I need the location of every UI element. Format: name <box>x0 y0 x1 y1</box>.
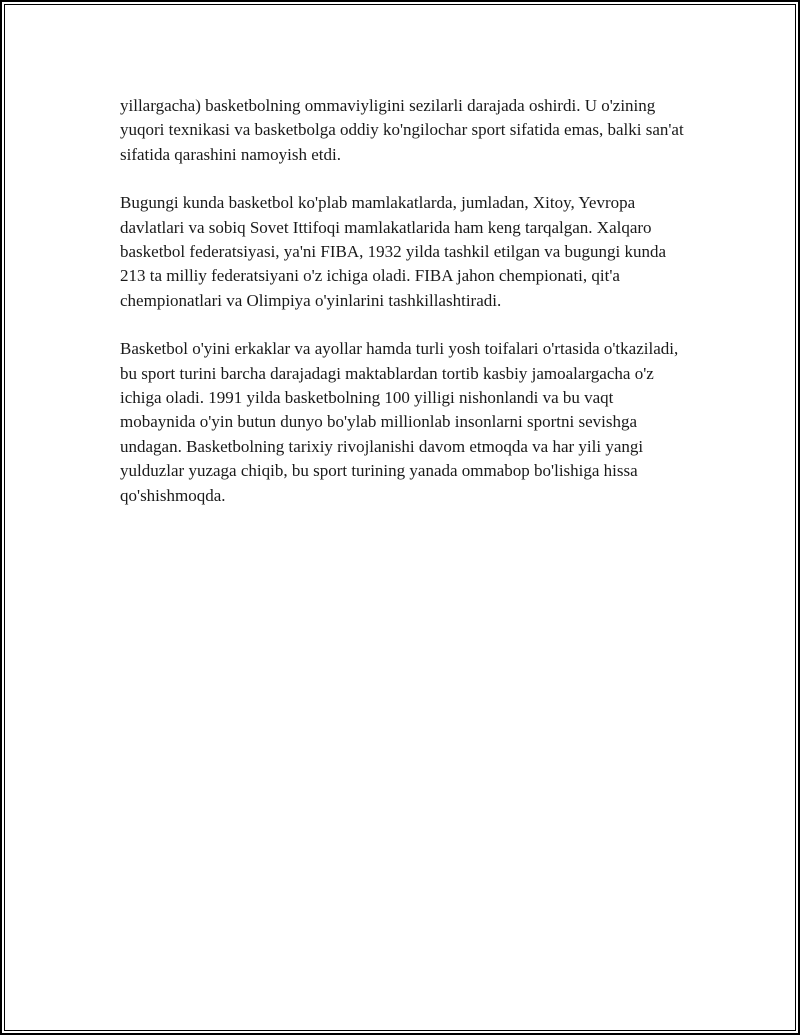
paragraph-3: Basketbol o'yini erkaklar va ayollar hamda turli yosh toifalari o'rtasida o'tkaziladi, bu sport turini barcha darajadagi maktablardan tortib kasbiy jamoalargacha o'z ichiga oladi. 1991 yilda basketbolning 100 yilligi nishonlandi va bu vaqt mobaynida o'yin butun dunyo bo'ylab millionlab insonlarni sportni sevishga undagan. Basketbolning tarixiy rivojlanishi davom etmoqda va har yili yangi yulduzlar yuzaga chiqib, bu sport turining yanada ommabop bo'lishiga hissa qo'shishmoqda. <box>120 339 679 505</box>
paragraph-1: yillargacha) basketbolning ommaviyligini sezilarli darajada oshirdi. U o'zining yuqori texnikasi va basketbolga oddiy ko'ngilochar sport sifatida emas, balki san'at sifatida qarashini namoyish etdi. <box>120 96 684 164</box>
paragraph-2: Bugungi kunda basketbol ko'plab mamlakatlarda, jumladan, Xitoy, Yevropa davlatlari va sobiq Sovet Ittifoqi mamlakatlarida ham keng tarqalgan. Xalqaro basketbol federatsiyasi, ya'ni FIBA, 1932 yilda tashkil etilgan va bugungi kunda 213 ta milliy federatsiyani o'z ichiga oladi. FIBA jahon chempionati, qit'a chempionatlari va Olimpiya o'yinlarini tashkillashtiradi. <box>120 193 667 310</box>
document-body <box>120 94 690 508</box>
